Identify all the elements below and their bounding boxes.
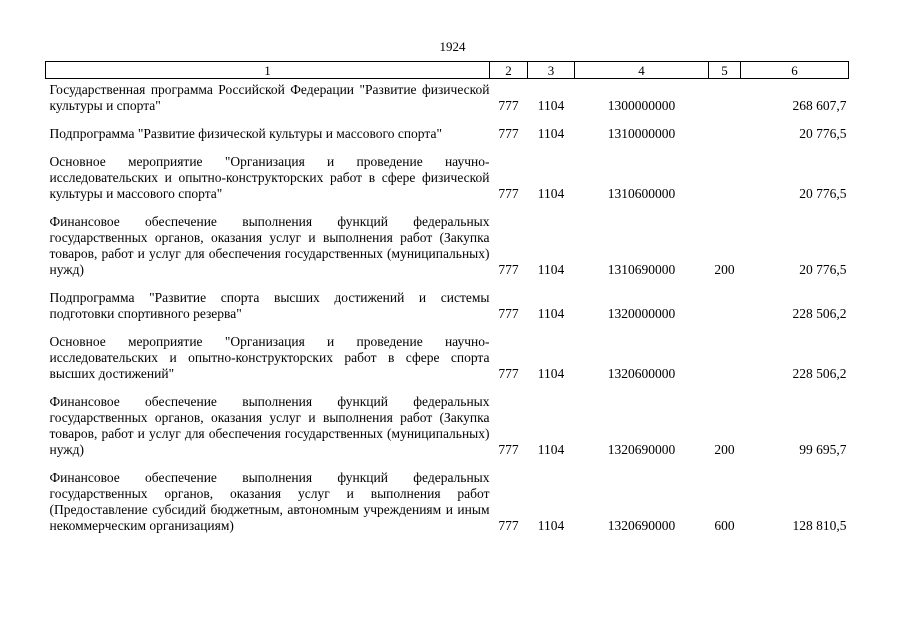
row-section-code: 1104 [537, 262, 565, 277]
row-section-code: 1104 [537, 306, 565, 321]
row-amount: 20 776,5 [799, 126, 847, 141]
row-expense-type [709, 334, 741, 382]
row-expense-type: 200 [714, 262, 735, 277]
table-header [46, 62, 849, 79]
header-col-5: 5 [709, 62, 741, 79]
row-expense-type [709, 126, 741, 142]
table-row [46, 470, 849, 534]
budget-table [45, 61, 849, 534]
header-col-6: 6 [741, 62, 849, 79]
header-col-1: 1 [46, 62, 490, 79]
row-spacer [46, 322, 849, 334]
row-target-code: 1300000000 [607, 98, 676, 113]
row-ministry-code: 777 [498, 186, 519, 201]
row-expense-type: 600 [714, 518, 735, 533]
row-description: Финансовое обеспечение выполнения функций федеральных государственных органов, оказания услуг и выполнения работ (Закупка товаров, работ и услуг для обеспечения государственных (муниципальных) нужд) [49, 214, 490, 277]
table-body [46, 79, 849, 535]
row-description: Финансовое обеспечение выполнения функций федеральных государственных органов, оказания услуг и выполнения работ (Закупка товаров, работ и услуг для обеспечения государственных (муниципальных) нужд) [49, 394, 490, 457]
row-spacer [46, 142, 849, 154]
row-ministry-code: 777 [498, 98, 519, 113]
header-col-3: 3 [528, 62, 575, 79]
row-section-code: 1104 [537, 518, 565, 533]
row-section-code: 1104 [537, 442, 565, 457]
row-amount: 20 776,5 [799, 186, 847, 201]
row-description: Финансовое обеспечение выполнения функций федеральных государственных органов, оказания услуг и выполнения работ (Предоставление субсидий бюджетным, автономным учреждениям и иным некоммерческим организациям) [49, 470, 490, 533]
row-description: Основное мероприятие "Организация и проведение научно-исследовательских и опытно-конструкторских работ в сфере физической культуры и массового спорта" [49, 154, 490, 201]
row-expense-type [709, 79, 741, 115]
table-row [46, 290, 849, 322]
table-row [46, 334, 849, 382]
row-description: Подпрограмма "Развитие спорта высших достижений и системы подготовки спортивного резерва" [49, 290, 490, 321]
row-expense-type: 200 [714, 442, 735, 457]
table-row [46, 154, 849, 202]
row-amount: 268 607,7 [792, 98, 847, 113]
row-expense-type [709, 154, 741, 202]
header-col-2: 2 [490, 62, 528, 79]
row-amount: 20 776,5 [799, 262, 847, 277]
row-target-code: 1320690000 [607, 442, 676, 457]
row-ministry-code: 777 [498, 518, 519, 533]
row-description: Подпрограмма "Развитие физической культуры и массового спорта" [49, 126, 442, 141]
row-target-code: 1310690000 [607, 262, 676, 277]
row-target-code: 1310600000 [607, 186, 676, 201]
row-section-code: 1104 [537, 98, 565, 113]
row-spacer [46, 382, 849, 394]
table-row [46, 394, 849, 458]
row-target-code: 1320690000 [607, 518, 676, 533]
row-section-code: 1104 [537, 186, 565, 201]
row-section-code: 1104 [537, 126, 565, 141]
row-description: Государственная программа Российской Федерации "Развитие физической культуры и спорта" [49, 82, 490, 113]
row-spacer [46, 202, 849, 214]
row-amount: 128 810,5 [792, 518, 847, 533]
row-spacer [46, 114, 849, 126]
row-ministry-code: 777 [498, 262, 519, 277]
row-description: Основное мероприятие "Организация и проведение научно-исследовательских и опытно-конструкторских работ в сфере спорта высших достижений" [49, 334, 490, 381]
header-col-4: 4 [575, 62, 709, 79]
row-ministry-code: 777 [498, 366, 519, 381]
header-row [46, 62, 849, 79]
row-amount: 99 695,7 [799, 442, 847, 457]
table-row [46, 214, 849, 278]
page-number: 1924 [439, 39, 466, 54]
row-target-code: 1320600000 [607, 366, 676, 381]
row-expense-type [709, 290, 741, 322]
table-row [46, 79, 849, 115]
row-amount: 228 506,2 [792, 306, 847, 321]
row-spacer [46, 458, 849, 470]
table-row [46, 126, 849, 142]
row-target-code: 1320000000 [607, 306, 676, 321]
row-ministry-code: 777 [498, 306, 519, 321]
row-target-code: 1310000000 [607, 126, 676, 141]
row-amount: 228 506,2 [792, 366, 847, 381]
row-section-code: 1104 [537, 366, 565, 381]
row-spacer [46, 278, 849, 290]
row-ministry-code: 777 [498, 126, 519, 141]
row-ministry-code: 777 [498, 442, 519, 457]
